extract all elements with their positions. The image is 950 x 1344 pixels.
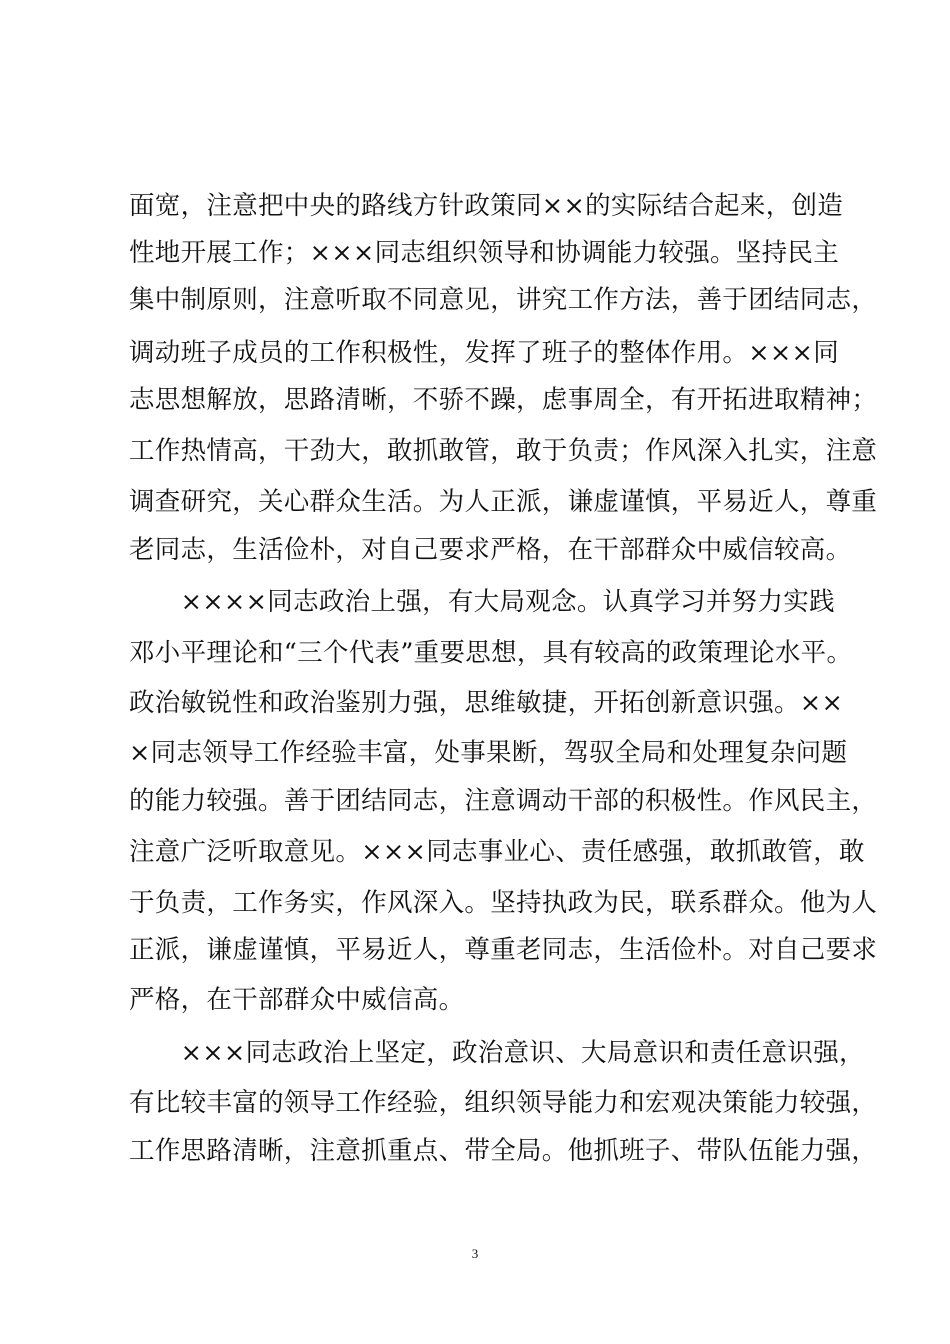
text-line: 志思想解放，思路清晰，不骄不躁，虑事周全，有开拓进取精神； [129,385,878,415]
text-line: 邓小平理论和“三个代表”重要思想，具有较高的政策理论水平。 [129,638,853,668]
text-line: ××××同志政治上强，有大局观念。认真学习并努力实践 [129,587,835,617]
text-line: 注意广泛听取意见。×××同志事业心、责任感强，敢抓敢管，敢 [129,837,865,867]
text-line: 面宽，注意把中央的路线方针政策同××的实际结合起来，创造 [129,191,844,221]
text-line: 政治敏锐性和政治鉴别力强，思维敏捷，开拓创新意识强。×× [129,688,844,718]
text-line: 调动班子成员的工作积极性，发挥了班子的整体作用。×××同 [129,338,839,368]
text-line: 正派，谦虚谨慎，平易近人，尊重老同志，生活俭朴。对自己要求 [129,935,878,965]
text-line: 工作思路清晰，注意抓重点、带全局。他抓班子、带队伍能力强， [129,1136,878,1166]
text-line: 调查研究，关心群众生活。为人正派，谦虚谨慎，平易近人，尊重 [129,487,878,517]
text-line: 的能力较强。善于团结同志，注意调动干部的积极性。作风民主， [129,786,878,816]
text-line: ×同志领导工作经验丰富，处事果断，驾驭全局和处理复杂问题 [129,738,848,768]
text-line: 集中制原则，注意听取不同意见，讲究工作方法，善于团结同志， [129,285,878,315]
text-line: 严格，在干部群众中威信高。 [129,985,465,1015]
text-line: 有比较丰富的领导工作经验，组织领导能力和宏观决策能力较强， [129,1088,878,1118]
text-line: 性地开展工作；×××同志组织领导和协调能力较强。坚持民主 [129,238,839,268]
text-line: ×××同志政治上坚定，政治意识、大局意识和责任意识强， [129,1038,865,1068]
text-line: 工作热情高，干劲大，敢抓敢管，敢于负责；作风深入扎实，注意 [129,436,878,466]
text-line: 于负责，工作务实，作风深入。坚持执政为民，联系群众。他为人 [129,888,878,918]
page-number: 3 [471,1246,479,1261]
text-line: 老同志，生活俭朴，对自己要求严格，在干部群众中威信较高。 [129,535,852,565]
